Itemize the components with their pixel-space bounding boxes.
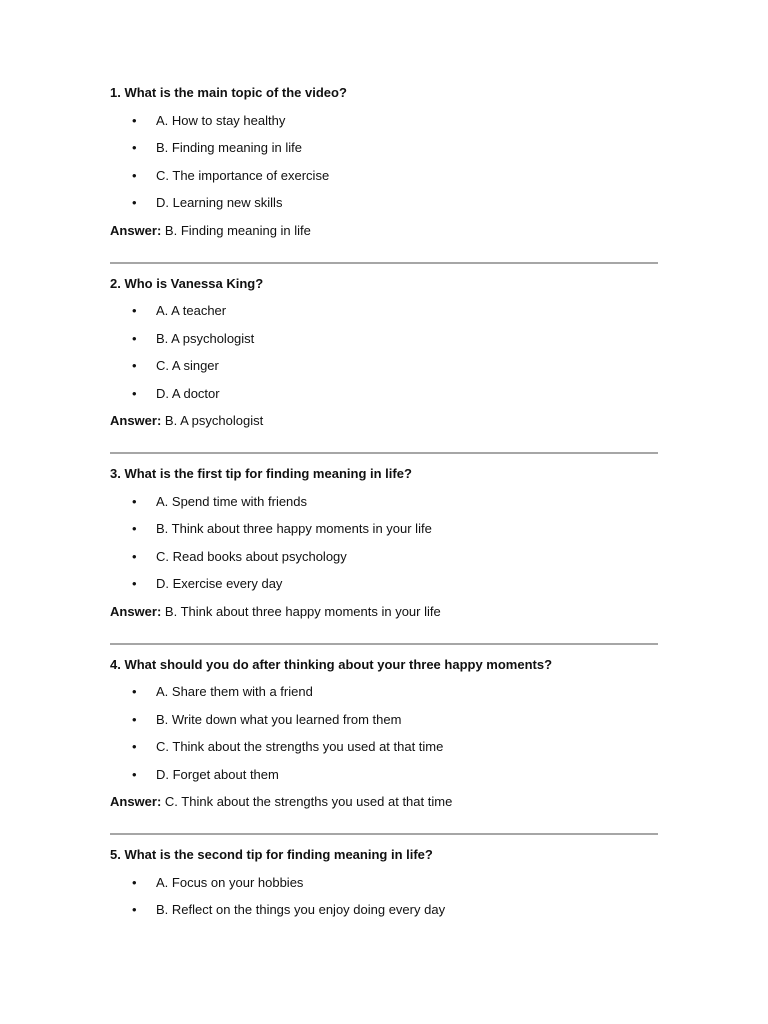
divider [110, 262, 658, 264]
question-block-3 [110, 465, 658, 621]
option-text: A. Focus on your hobbies [156, 874, 304, 890]
answer-label: Answer: [110, 603, 162, 619]
bullet-icon: • [132, 385, 137, 401]
option-text: D. Forget about them [156, 766, 279, 782]
option-text: A. How to stay healthy [156, 112, 286, 128]
quiz-page [110, 84, 658, 929]
options-list [110, 112, 658, 213]
option-item [110, 575, 658, 593]
option-item [110, 548, 658, 566]
options-list [110, 493, 658, 594]
question-text: 2. Who is Vanessa King? [110, 275, 264, 291]
bullet-icon: • [132, 493, 137, 509]
option-text: A. Spend time with friends [156, 493, 308, 509]
option-text: A. Share them with a friend [156, 684, 313, 699]
bullet-icon: • [132, 874, 137, 890]
question-text: 3. What is the first tip for finding meaning in life? [110, 466, 412, 481]
option-item [110, 711, 658, 729]
answer-label: Answer: [110, 413, 162, 428]
bullet-icon: • [132, 766, 137, 782]
answer-line [110, 603, 658, 621]
question-block-5 [110, 846, 658, 919]
option-text: C. A singer [156, 358, 219, 373]
option-text: D. Exercise every day [156, 576, 283, 591]
option-item [110, 167, 658, 185]
option-item [110, 901, 658, 919]
option-text: B. A psychologist [156, 330, 255, 346]
option-item [110, 493, 658, 511]
answer-text: B. A psychologist [164, 413, 264, 428]
divider [110, 833, 658, 835]
bullet-icon: • [132, 330, 137, 346]
bullet-icon: • [132, 711, 137, 727]
bullet-icon: • [132, 902, 137, 917]
option-text: C. The importance of exercise [156, 167, 330, 183]
option-item [110, 683, 658, 701]
option-item [110, 520, 658, 538]
question-text: 5. What is the second tip for finding meaning in life? [110, 847, 433, 862]
divider [110, 643, 658, 645]
question-text: 1. What is the main topic of the video? [110, 85, 347, 100]
answer-label: Answer: [110, 222, 162, 238]
answer-text: B. Think about three happy moments in your life [164, 603, 441, 619]
options-list [110, 874, 658, 920]
option-item [110, 738, 658, 756]
option-item [110, 194, 658, 212]
option-item [110, 874, 658, 892]
option-text: B. Finding meaning in life [156, 140, 302, 155]
question-block-1 [110, 84, 658, 240]
option-text: D. A doctor [156, 385, 220, 401]
answer-text: B. Finding meaning in life [164, 222, 311, 238]
option-text: B. Write down what you learned from them [156, 711, 402, 727]
bullet-icon: • [132, 195, 137, 210]
option-item [110, 302, 658, 320]
bullet-icon: • [132, 167, 137, 183]
question-block-2 [110, 275, 658, 431]
question-block-4 [110, 656, 658, 812]
option-text: C. Read books about psychology [156, 548, 347, 564]
bullet-icon: • [132, 576, 137, 591]
answer-text: C. Think about the strengths you used at that time [164, 794, 453, 809]
answer-line [110, 793, 658, 811]
option-item [110, 139, 658, 157]
divider [110, 452, 658, 454]
option-item [110, 766, 658, 784]
bullet-icon: • [132, 112, 137, 128]
option-text: B. Think about three happy moments in your life [156, 521, 432, 536]
option-item [110, 330, 658, 348]
option-item [110, 112, 658, 130]
bullet-icon: • [132, 140, 137, 155]
option-item [110, 385, 658, 403]
bullet-icon: • [132, 739, 137, 754]
bullet-icon: • [132, 521, 137, 536]
answer-line [110, 412, 658, 430]
option-text: A. A teacher [156, 303, 227, 318]
options-list [110, 683, 658, 784]
option-text: D. Learning new skills [156, 195, 283, 210]
options-list [110, 302, 658, 403]
answer-label: Answer: [110, 794, 162, 809]
option-text: B. Reflect on the things you enjoy doing every day [156, 902, 446, 917]
bullet-icon: • [132, 358, 137, 373]
bullet-icon: • [132, 684, 137, 699]
bullet-icon: • [132, 303, 137, 318]
question-text: 4. What should you do after thinking about your three happy moments? [110, 656, 553, 672]
answer-line [110, 222, 658, 240]
option-item [110, 357, 658, 375]
option-text: C. Think about the strengths you used at that time [156, 739, 444, 754]
bullet-icon: • [132, 548, 137, 564]
